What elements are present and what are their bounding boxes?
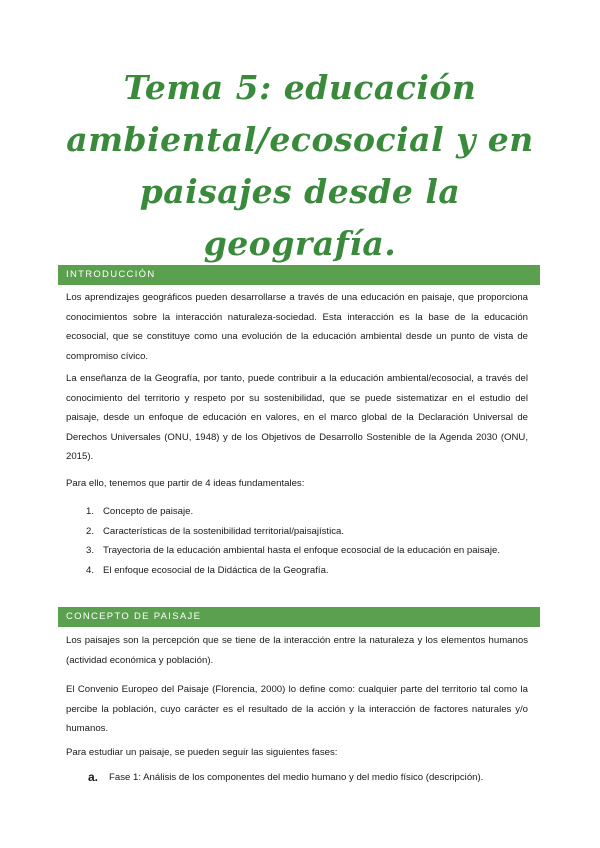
list-item-number: 3. bbox=[86, 545, 95, 556]
phase-item-marker: a. bbox=[88, 770, 99, 784]
phase-item-text: Fase 1: Análisis de los componentes del medio humano y del medio físico (descripción). bbox=[109, 772, 484, 783]
list-item-text: Trayectoria de la educación ambiental hasta el enfoque ecosocial de la educación en paisaje. bbox=[103, 545, 500, 556]
list-item bbox=[66, 502, 528, 522]
intro-paragraph-2: La enseñanza de la Geografía, por tanto, puede contribuir a la educación ambiental/ecosocial, a través del conocimiento del territorio y respeto por su sostenibilidad, que se puede sistematizar en el estudio del paisaje, desde un enfoque de educación en valores, en el marco global de la Declaración Universal de Derechos Universales (ONU, 1948) y de los Objetivos de Desarrollo Sostenible de la Agenda 2030 (ONU, 2015). bbox=[66, 373, 528, 462]
ideas-list bbox=[66, 502, 528, 580]
list-item-number: 2. bbox=[86, 525, 95, 537]
list-item-text: Concepto de paisaje. bbox=[103, 506, 194, 517]
intro-paragraph-3: Para ello, tenemos que partir de 4 ideas fundamentales: bbox=[66, 478, 305, 489]
phase-item bbox=[86, 768, 528, 788]
list-item bbox=[66, 522, 528, 542]
list-item-number: 1. bbox=[86, 506, 95, 517]
concepto-paragraph-2: El Convenio Europeo del Paisaje (Florencia, 2000) lo define como: cualquier parte del territorio tal como la percibe la población, cuyo carácter es el resultado de la acción y la interacción de factores naturales y/o humanos. bbox=[66, 684, 528, 734]
section-heading-introduccion: INTRODUCCIÓN bbox=[58, 265, 540, 285]
list-item-text: El enfoque ecosocial de la Didáctica de la Geografía. bbox=[103, 564, 329, 576]
list-item-text: Características de la sostenibilidad territorial/paisajística. bbox=[103, 525, 345, 537]
concepto-paragraph-3: Para estudiar un paisaje, se pueden seguir las siguientes fases: bbox=[66, 747, 338, 758]
section-heading-concepto-de-paisaje: CONCEPTO DE PAISAJE bbox=[58, 607, 540, 627]
list-item bbox=[66, 561, 528, 581]
concepto-paragraph-1: Los paisajes son la percepción que se tiene de la interacción entre la naturaleza y los elementos humanos (actividad económica y población). bbox=[66, 635, 528, 666]
page-title: Tema 5: educación ambiental/ecosocial y en paisajes desde la geografía. bbox=[66, 68, 534, 263]
list-item-number: 4. bbox=[86, 564, 95, 576]
list-item bbox=[66, 541, 528, 561]
intro-paragraph-1: Los aprendizajes geográficos pueden desarrollarse a través de una educación en paisaje, que proporciona conocimientos sobre la interacción naturaleza-sociedad. Esta interacción es la base de la educación ecosocial, que se constituye como una evolución de la educación ambiental desde un punto de vista de compromiso cívico. bbox=[66, 292, 528, 362]
